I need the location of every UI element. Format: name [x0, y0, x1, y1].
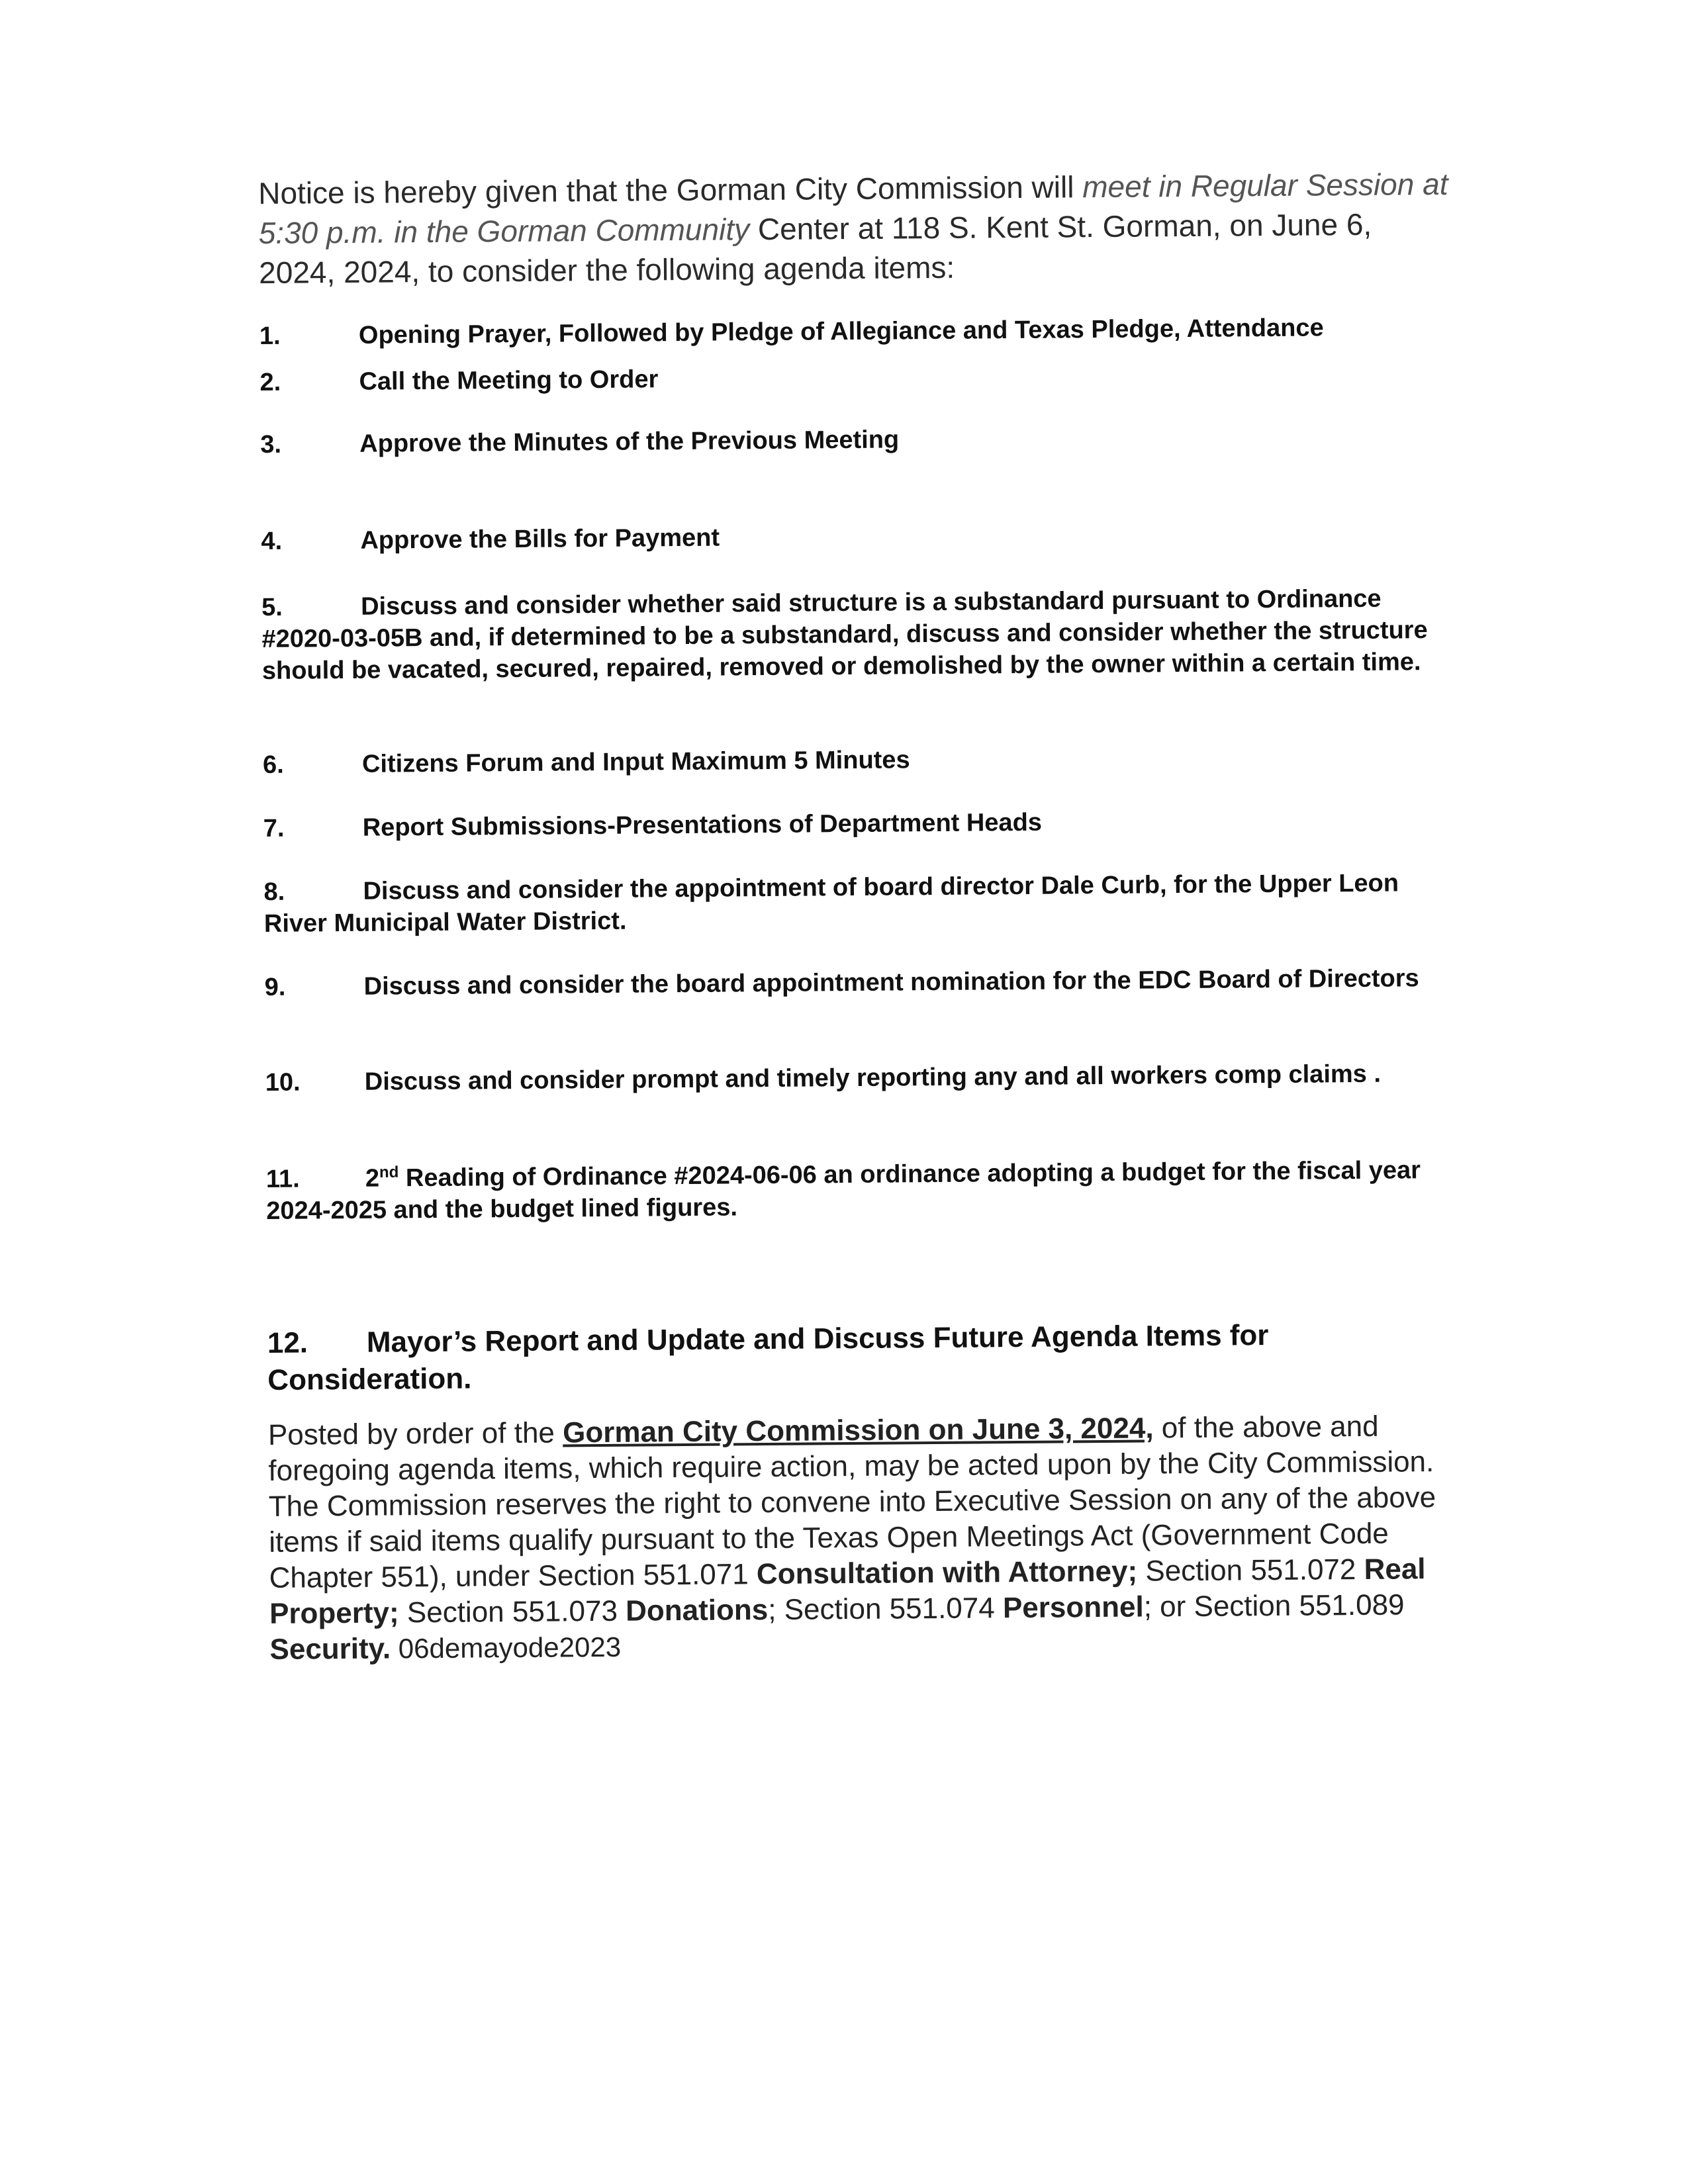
agenda-number: 4. — [261, 527, 283, 555]
notice-text-1: Notice is hereby given that the Gorman City Commission will — [258, 169, 1083, 210]
agenda-number: 5. — [261, 593, 283, 621]
ordinal-suffix: nd — [379, 1163, 399, 1181]
agenda-text: Mayor’s Report and Update and Discuss Future Agenda Items for Consideration. — [267, 1319, 1269, 1396]
notice-text-3: Center at 118 S. Kent St. Gorman, on June 6, 2024, 2024, to consider the following agenda items: — [258, 206, 1372, 290]
notice-session-text: meet in Regular Session at 5:30 p.m. in the Gorman Community — [258, 166, 1448, 250]
section-personnel: Personnel — [1002, 1590, 1144, 1625]
posted-text-3: Section 551.072 — [1137, 1553, 1364, 1588]
agenda-item-1 — [259, 311, 1451, 352]
agenda-number: 2. — [259, 368, 281, 396]
agenda-number: 7. — [263, 814, 285, 842]
document-body — [258, 164, 1450, 1666]
agenda-item-7 — [263, 803, 1455, 844]
agenda-number: 6. — [262, 751, 284, 779]
document-code: 06demayode2023 — [390, 1631, 622, 1664]
agenda-item-4 — [261, 516, 1452, 557]
posted-notice — [268, 1408, 1462, 1668]
agenda-number: 3. — [260, 430, 282, 459]
agenda-text: Call the Meeting to Order — [359, 365, 659, 396]
section-real-property: Real Property; — [269, 1553, 1426, 1630]
agenda-item-12 — [267, 1316, 1460, 1399]
agenda-number: 10. — [265, 1068, 301, 1097]
agenda-text: Opening Prayer, Followed by Pledge of Allegiance and Texas Pledge, Attendance — [358, 314, 1324, 349]
agenda-number: 11. — [265, 1165, 300, 1193]
agenda-item-6 — [263, 740, 1454, 781]
posted-commission-date: Gorman City Commission on June 3, 2024, — [562, 1412, 1154, 1449]
agenda-item-2 — [259, 357, 1451, 398]
section-donations: Donations — [625, 1594, 769, 1627]
posted-text-5: ; Section 551.074 — [768, 1592, 1004, 1627]
agenda-item-10 — [265, 1058, 1457, 1099]
agenda-item-5 — [261, 582, 1454, 687]
agenda-text: Approve the Bills for Payment — [360, 523, 720, 555]
agenda-text: Report Submissions-Presentations of Department Heads — [362, 808, 1043, 842]
posted-text-4: Section 551.073 — [399, 1594, 626, 1629]
posted-text-2: of the above and foregoing agenda items, which require action, may be acted upon by the City Commission. The Commission reserves the right to convene into Executive Session on any of the above items if said items qualify pursuant to the Texas Open Meetings Act (Government Code Chapter 551), under Section 551.071 — [268, 1410, 1436, 1594]
section-security: Security. — [269, 1632, 391, 1666]
agenda-number: 8. — [263, 878, 285, 906]
agenda-number: 9. — [264, 973, 286, 1001]
agenda-item-11 — [266, 1154, 1458, 1227]
posted-text-1: Posted by order of the — [267, 1416, 563, 1451]
ordinal-number: 2 — [365, 1164, 380, 1193]
agenda-text: Discuss and consider whether said structure is a substandard pursuant to Ordinance #2020-03-05B and, if determined to be a substandard, discuss and consider whether the structure should be vacated, secured, repaired, removed or demolished by the owner within a certain time. — [261, 584, 1428, 685]
agenda-item-8 — [263, 867, 1456, 940]
agenda-item-3 — [260, 420, 1452, 461]
section-consultation: Consultation with Attorney; — [756, 1555, 1138, 1591]
agenda-number: 12. — [267, 1326, 308, 1359]
agenda-text: Discuss and consider the appointment of board director Dale Curb, for the Upper Leon River Municipal Water District. — [263, 869, 1399, 938]
agenda-text: Citizens Forum and Input Maximum 5 Minutes — [361, 746, 910, 778]
posted-text-6: ; or Section 551.089 — [1143, 1588, 1405, 1623]
agenda-text: Approve the Minutes of the Previous Meeting — [359, 426, 900, 458]
agenda-text: Discuss and consider the board appointment nomination for the EDC Board of Directors — [363, 964, 1419, 1001]
agenda-item-9 — [264, 962, 1456, 1003]
notice-paragraph — [258, 164, 1450, 293]
agenda-text: Reading of Ordinance #2024-06-06 an ordinance adopting a budget for the fiscal year 2024-2025 and the budget lined figures. — [266, 1156, 1421, 1225]
agenda-number: 1. — [259, 322, 281, 350]
agenda-text: Discuss and consider prompt and timely reporting any and all workers comp claims . — [364, 1060, 1382, 1096]
